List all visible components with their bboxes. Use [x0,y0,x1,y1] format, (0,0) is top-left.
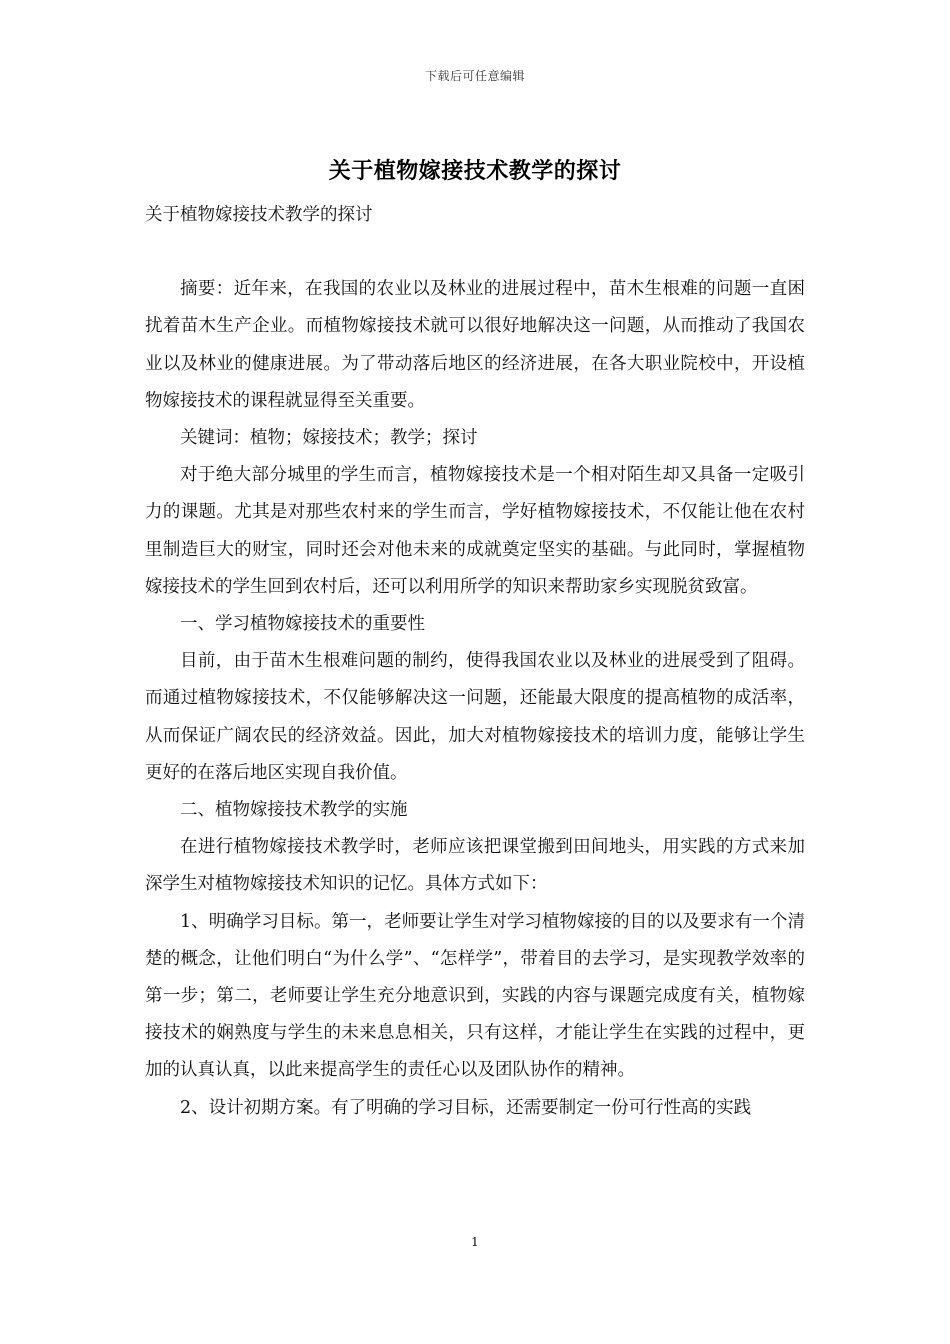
list-item-1: 1、明确学习目标。第一，老师要让学生对学习植物嫁接的目的以及要求有一个清楚的概念，让他们明白“为什么学”、“怎样学”，带着目的去学习，是实现教学效率的第一步；第二，老师要让学生充分地意识到，实践的内容与课题完成度有关，植物嫁接技术的娴熟度与学生的未来息息相关，只有这样，才能让学生在实践的过程中，更加的认真认真，以此来提高学生的责任心以及团队协作的精神。 [145,911,805,1081]
keywords-paragraph: 关键词：植物；嫁接技术；教学；探讨 [180,428,478,449]
header-note: 下载后可任意编辑 [424,69,525,83]
document-body [145,197,805,1127]
body-paragraph: 在进行植物嫁接技术教学时，老师应该把课堂搬到田间地头，用实践的方式来加深学生对植物嫁接技术知识的记忆。具体方式如下： [145,837,805,895]
list-item-2: 2、设计初期方案。有了明确的学习目标，还需要制定一份可行性高的实践 [180,1097,752,1118]
section-heading-1: 一、学习植物嫁接技术的重要性 [180,614,425,635]
page-number: 1 [471,1235,479,1249]
body-paragraph: 对于绝大部分城里的学生而言，植物嫁接技术是一个相对陌生却又具备一定吸引力的课题。尤其是对那些农村来的学生而言，学好植物嫁接技术，不仅能让他在农村里制造巨大的财宝，同时还会对他未来的成就奠定坚实的基础。与此同时，掌握植物嫁接技术的学生回到农村后，还可以利用所学的知识来帮助家乡实现脱贫致富。 [145,465,805,597]
section-heading-2: 二、植物嫁接技术教学的实施 [180,800,408,821]
body-paragraph: 目前，由于苗木生根难问题的制约，使得我国农业以及林业的进展受到了阻碍。而通过植物嫁接技术，不仅能够解决这一问题，还能最大限度的提高植物的成活率，从而保证广阔农民的经济效益。因此，加大对植物嫁接技术的培训力度，能够让学生更好的在落后地区实现自我价值。 [145,651,805,783]
document-title: 关于植物嫁接技术教学的探讨 [328,158,622,184]
document-subtitle: 关于植物嫁接技术教学的探讨 [145,205,373,225]
abstract-paragraph: 摘要：近年来，在我国的农业以及林业的进展过程中，苗木生根难的问题一直困扰着苗木生产企业。而植物嫁接技术就可以很好地解决这一问题，从而推动了我国农业以及林业的健康进展。为了带动落后地区的经济进展，在各大职业院校中，开设植物嫁接技术的课程就显得至关重要。 [145,279,805,411]
